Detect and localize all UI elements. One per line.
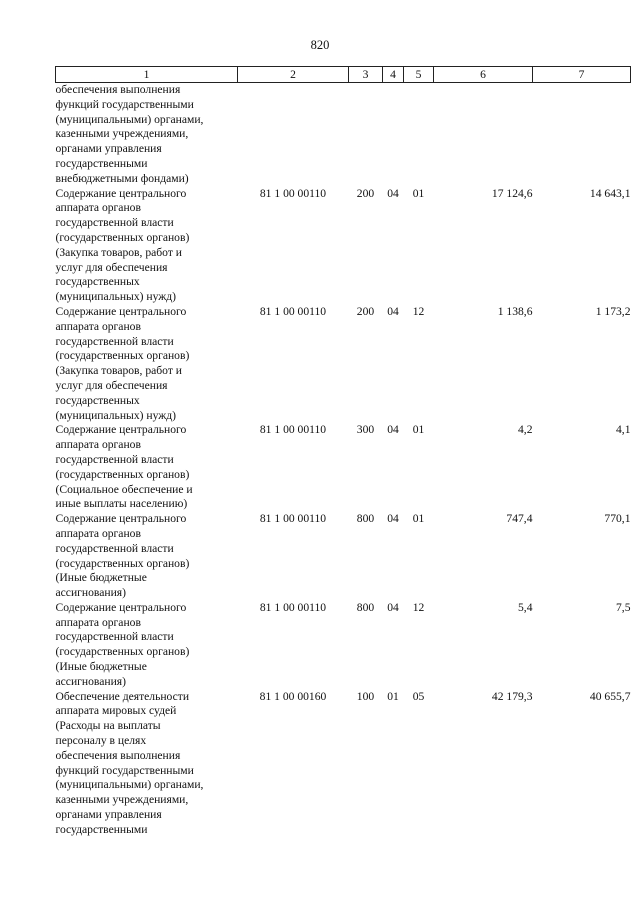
table-row	[56, 690, 631, 838]
row-expense-type: 800	[356, 600, 375, 614]
column-header-amount-1: 6	[434, 67, 533, 83]
row-subsection: 12	[412, 304, 425, 318]
row-section: 04	[387, 423, 399, 437]
budget-table	[55, 66, 631, 838]
row-name: Содержание центрального аппарата органов государственной власти (государственных органов) (Социальное обеспечение и иные выплаты населению)	[55, 423, 193, 511]
row-target-article: 81 1 00 00110	[259, 600, 327, 614]
row-subsection: 01	[412, 186, 425, 200]
row-name: Содержание центрального аппарата органов государственной власти (государственных органов) (Закупка товаров, работ и услуг для обеспечения государственных (муниципальных) нужд)	[55, 304, 190, 422]
column-header-subsection: 5	[404, 67, 434, 83]
row-expense-type: 200	[356, 304, 375, 318]
row-name: Содержание центрального аппарата органов государственной власти (государственных органов) (Иные бюджетные ассигнования)	[55, 512, 190, 600]
row-expense-type: 300	[356, 423, 375, 437]
row-subsection: 05	[412, 689, 425, 703]
row-section: 04	[387, 304, 399, 318]
row-subsection: 01	[412, 512, 425, 526]
row-amount-1	[434, 83, 533, 187]
column-header-expense-type: 3	[349, 67, 383, 83]
row-name: Содержание центрального аппарата органов государственной власти (государственных органов) (Закупка товаров, работ и услуг для обеспечения государственных (муниципальных) нужд)	[55, 186, 190, 304]
row-section: 04	[387, 600, 399, 614]
table-row	[56, 83, 631, 187]
row-subsection	[404, 83, 434, 187]
table-row	[56, 512, 631, 601]
row-name: обеспечения выполнения функций государственными (муниципальными) органами, казенными учреждениями, органами управления государственными внебюджетными фондами)	[55, 83, 204, 185]
row-target-article: 81 1 00 00110	[259, 304, 327, 318]
row-subsection: 12	[412, 600, 425, 614]
row-amount-1: 17 124,6	[491, 186, 533, 200]
row-amount-2: 40 655,7	[589, 689, 631, 703]
row-amount-1: 5,4	[518, 600, 533, 614]
table-header-row	[56, 67, 631, 83]
row-amount-2: 4,1	[616, 423, 631, 437]
row-target-article: 81 1 00 00110	[259, 423, 327, 437]
row-expense-type: 100	[356, 689, 375, 703]
row-amount-2: 14 643,1	[589, 186, 631, 200]
row-amount-2	[533, 83, 631, 187]
table-row	[56, 305, 631, 423]
row-expense-type	[349, 83, 383, 187]
row-section	[383, 83, 404, 187]
page-number: 820	[310, 38, 330, 52]
row-section: 01	[387, 689, 399, 703]
row-expense-type: 800	[356, 512, 375, 526]
row-amount-2: 1 173,2	[595, 304, 631, 318]
row-amount-1: 4,2	[518, 423, 533, 437]
row-target-article	[238, 83, 349, 187]
column-header-target-article: 2	[238, 67, 349, 83]
row-amount-2: 770,1	[604, 512, 631, 526]
row-expense-type: 200	[356, 186, 375, 200]
column-header-amount-2: 7	[533, 67, 631, 83]
row-amount-1: 42 179,3	[491, 689, 533, 703]
row-amount-1: 1 138,6	[497, 304, 533, 318]
row-section: 04	[387, 512, 399, 526]
row-name: Обеспечение деятельности аппарата мировых судей (Расходы на выплаты персоналу в целях обеспечения выполнения функций государственными (муниципальными) органами, казенными учреждениями, органами управления государственными	[55, 689, 204, 836]
table-row	[56, 423, 631, 512]
row-target-article: 81 1 00 00110	[259, 512, 327, 526]
row-section: 04	[387, 186, 399, 200]
row-amount-1: 747,4	[506, 512, 533, 526]
table-row	[56, 187, 631, 305]
table-row	[56, 601, 631, 690]
row-target-article: 81 1 00 00110	[259, 186, 327, 200]
column-header-section: 4	[383, 67, 404, 83]
row-amount-2: 7,5	[616, 600, 631, 614]
row-target-article: 81 1 00 00160	[259, 689, 327, 703]
row-name: Содержание центрального аппарата органов государственной власти (государственных органов) (Иные бюджетные ассигнования)	[55, 600, 190, 688]
row-subsection: 01	[412, 423, 425, 437]
column-header-name: 1	[56, 67, 238, 83]
